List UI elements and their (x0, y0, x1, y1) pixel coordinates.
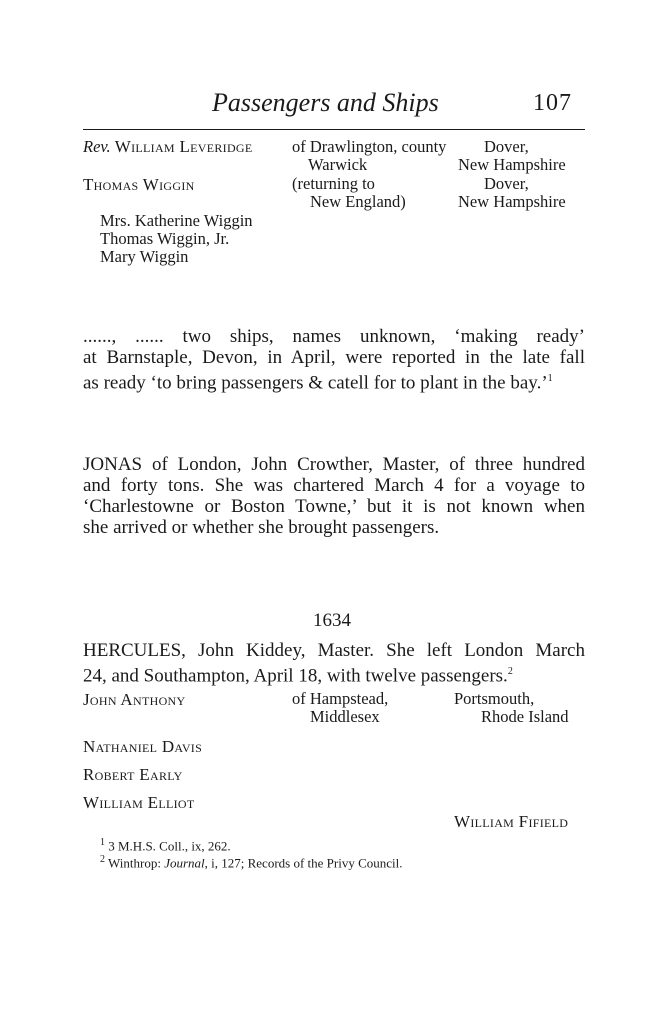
wiggin-origin-2: New England) (310, 192, 406, 211)
passenger-name: William Elliot (83, 793, 195, 812)
footnote (100, 854, 403, 871)
footnote-text: Winthrop: (108, 855, 165, 871)
paragraph-line (83, 368, 585, 393)
running-title: Passengers and Ships (212, 88, 439, 117)
paragraph-line: JONAS of London, John Crowther, Master, of three hundred (83, 454, 585, 475)
leveridge-name-text: William Leveridge (114, 137, 253, 156)
paragraph-line: HERCULES, John Kiddey, Master. She left London March (83, 640, 585, 661)
anthony-name: John Anthony (83, 690, 186, 709)
wiggin-family-member: Thomas Wiggin, Jr. (100, 229, 230, 248)
footnote (100, 837, 231, 854)
leveridge-origin-2: Warwick (308, 155, 368, 174)
leveridge-prefix: Rev. (83, 137, 111, 156)
passenger-name: Nathaniel Davis (83, 737, 203, 756)
paragraph-line: and forty tons. She was chartered March 4 for a voyage to (83, 475, 585, 496)
passenger-name: Robert Early (83, 765, 183, 784)
unknown-ships-paragraph (83, 326, 585, 393)
header-rule (83, 129, 585, 130)
jonas-paragraph (83, 454, 585, 538)
footnote-ref: 1 (547, 373, 553, 384)
anthony-origin-1: of Hampstead, (292, 689, 389, 708)
paragraph-line: at Barnstaple, Devon, in April, were reported in the late fall (83, 347, 585, 368)
leveridge-dest-1: Dover, (484, 137, 529, 156)
footnote-text: 3 M.H.S. Coll., ix, 262. (108, 838, 231, 854)
year-heading: 1634 (313, 610, 351, 631)
footnote-ref: 2 (507, 666, 513, 677)
anthony-dest-2: Rhode Island (481, 707, 569, 726)
footnote-mark: 1 (100, 837, 105, 848)
paragraph-line-text: as ready ‘to bring passengers & catell for to plant in the bay.’ (83, 372, 548, 394)
wiggin-name: Thomas Wiggin (83, 175, 195, 194)
paragraph-line: ‘Charlestowne or Boston Towne,’ but it is not known when (83, 496, 585, 517)
leveridge-dest-2: New Hampshire (458, 155, 566, 174)
footnote-italic: Journal (164, 855, 205, 871)
leveridge-name (83, 138, 253, 156)
anthony-dest-1: Portsmouth, (454, 689, 535, 708)
page-number: 107 (533, 90, 572, 116)
wiggin-family-member: Mary Wiggin (100, 247, 189, 266)
footnote-mark: 2 (100, 854, 105, 865)
wiggin-dest-2: New Hampshire (458, 192, 566, 211)
wiggin-origin-1: (returning to (292, 174, 375, 193)
paragraph-line-text: 24, and Southampton, April 18, with twelve passengers. (83, 665, 508, 687)
paragraph-line: ......, ...... two ships, names unknown, ‘making ready’ (83, 326, 585, 347)
hercules-paragraph (83, 640, 585, 686)
passenger-name: William Fifield (454, 812, 569, 831)
anthony-origin-2: Middlesex (310, 707, 380, 726)
paragraph-line (83, 661, 585, 686)
paragraph-line: she arrived or whether she brought passengers. (83, 517, 440, 538)
wiggin-dest-1: Dover, (484, 174, 529, 193)
leveridge-origin-1: of Drawlington, county (292, 137, 447, 156)
footnote-text: , i, 127; Records of the Privy Council. (204, 855, 403, 871)
wiggin-family-member: Mrs. Katherine Wiggin (100, 211, 253, 230)
